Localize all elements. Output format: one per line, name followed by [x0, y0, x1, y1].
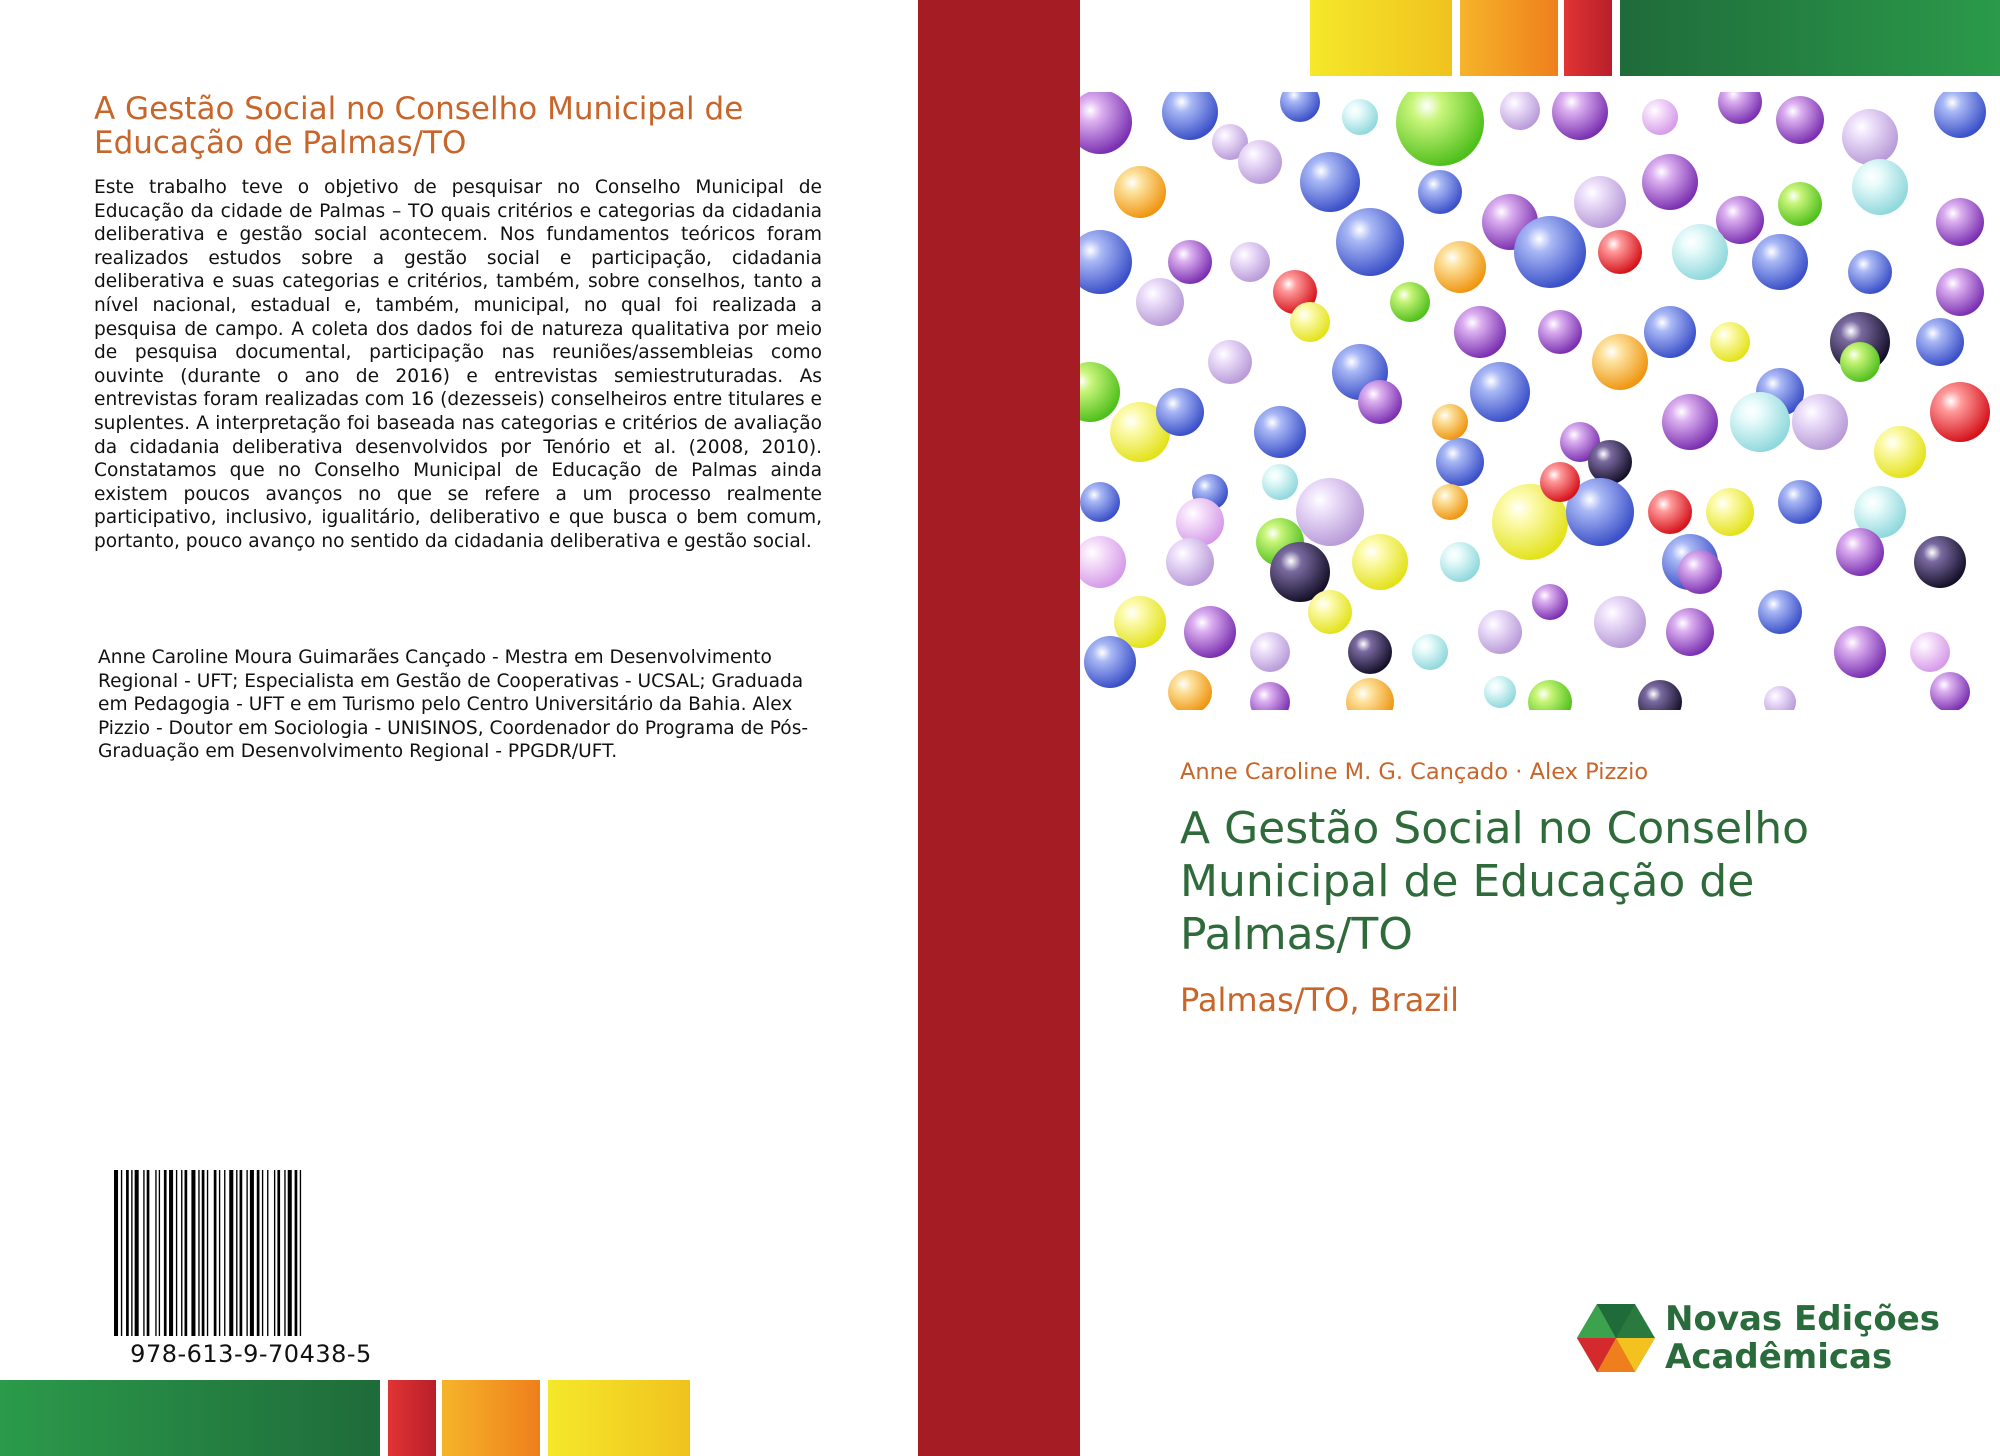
bubble: [1916, 318, 1964, 366]
bubble: [1638, 680, 1682, 710]
bubble: [1706, 488, 1754, 536]
bubble: [1914, 536, 1966, 588]
bubble: [1254, 406, 1306, 458]
bubble: [1532, 584, 1568, 620]
bubble: [1834, 626, 1886, 678]
publisher-logo: [1575, 1298, 1955, 1382]
bubble: [1262, 464, 1298, 500]
publisher-name-line2: Acadêmicas: [1665, 1337, 1893, 1377]
bubble: [1678, 550, 1722, 594]
back-cover-color-stripe: [0, 1380, 918, 1456]
barcode-bar: [219, 1170, 220, 1336]
barcode-bar: [262, 1170, 263, 1336]
bubble: [1588, 440, 1632, 484]
bubble: [1930, 672, 1970, 710]
bubble: [1672, 224, 1728, 280]
bubble: [1346, 678, 1394, 710]
bubble: [1348, 630, 1392, 674]
bubble: [1300, 152, 1360, 212]
publisher-name-line1: Novas Edições: [1665, 1299, 1941, 1339]
bubble: [1168, 670, 1212, 710]
bubble: [1208, 340, 1252, 384]
bubble: [1080, 362, 1120, 422]
bubble: [1166, 538, 1214, 586]
barcode-bar: [147, 1170, 150, 1336]
barcode-bar: [224, 1170, 225, 1336]
bubble: [1764, 686, 1796, 710]
stripe-yellow-segment: [1310, 0, 1452, 76]
barcode-bar: [114, 1170, 118, 1336]
bubble: [1874, 426, 1926, 478]
bubble: [1470, 362, 1530, 422]
barcode-bar: [159, 1170, 160, 1336]
bubble: [1290, 302, 1330, 342]
stripe-green-segment: [0, 1380, 380, 1456]
barcode-bar: [164, 1170, 167, 1336]
back-cover-abstract: Este trabalho teve o objetivo de pesquisar no Conselho Municipal de Educação da cidade de Palmas – TO quais critérios e categorias da cidadania deliberativa e gestão social acontecem. Nos fundamentos teóricos foram realizados estudos sobre a gestão social e participação, cidadania deliberativa e suas categorias e critérios, também, sobre conselhos, tanto a nível nacional, estadual e, também, municipal, no qual foi realizada a pesquisa de campo. A coleta dos dados foi de natureza qualitativa por meio de pesquisa documental, participação nas reuniões/assembleias como ouvinte (durante o ano de 2016) e entrevistas semiestruturadas. As entrevistas foram realizadas com 16 (dezesseis) conselheiros entre titulares e suplentes. A interpretação foi baseada nas categorias e critérios de avaliação da cidadania deliberativa desenvolvidos por Tenório et al. (2008, 2010). Constatamos que no Conselho Municipal de Educação de Palmas ainda existem poucos avanços no que se refere a um processo realmente participativo, inclusivo, igualitário, deliberativo e que busca o bem comum, portanto, pouco avanço no sentido da cidadania deliberativa e gestão social.: [94, 177, 822, 552]
colored-bubbles-illustration: [1080, 92, 2000, 710]
bubble: [1538, 310, 1582, 354]
stripe-orange-segment: [1460, 0, 1558, 76]
front-cover-title: A Gestão Social no Conselho Municipal de Educação de Palmas/TO: [1180, 803, 1810, 960]
bubble: [1792, 394, 1848, 450]
bubble: [1250, 682, 1290, 710]
bubble: [1432, 404, 1468, 440]
barcode-bar: [198, 1170, 199, 1336]
bubble: [1184, 606, 1236, 658]
bubble: [1594, 596, 1646, 648]
front-cover: [1080, 0, 2000, 1456]
barcode-bar: [131, 1170, 132, 1336]
bubble: [1434, 241, 1486, 293]
bubble: [1352, 534, 1408, 590]
bubble: [1852, 159, 1908, 215]
bubble: [1080, 536, 1126, 588]
bubble: [1836, 528, 1884, 576]
bubble: [1156, 388, 1204, 436]
book-spine: [918, 0, 1080, 1456]
barcode: [112, 1170, 390, 1368]
barcode-bar: [277, 1170, 280, 1336]
bubble: [1396, 92, 1484, 166]
stripe-red-segment: [1564, 0, 1612, 76]
barcode-bar: [121, 1170, 122, 1336]
bubble: [1336, 208, 1404, 276]
back-cover: [0, 0, 918, 1456]
bubble: [1114, 166, 1166, 218]
front-cover-authors: Anne Caroline M. G. Cançado · Alex Pizzio: [1180, 759, 1649, 785]
bubble: [1642, 154, 1698, 210]
bubble: [1162, 92, 1218, 140]
barcode-bar: [257, 1170, 260, 1336]
barcode-bar: [185, 1170, 188, 1336]
barcode-bar: [169, 1170, 173, 1336]
bubble: [1500, 92, 1540, 130]
bubble: [1230, 242, 1270, 282]
barcode-bar: [135, 1170, 139, 1336]
bubble: [1412, 634, 1448, 670]
bubble: [1358, 380, 1402, 424]
bubble: [1662, 394, 1718, 450]
bubble: [1176, 498, 1224, 546]
stripe-orange-segment: [442, 1380, 540, 1456]
bubble: [1080, 92, 1132, 154]
barcode-bar: [246, 1170, 247, 1336]
bubble: [1528, 680, 1572, 710]
bubble: [1936, 268, 1984, 316]
bubble: [1540, 462, 1580, 502]
bubble: [1840, 342, 1880, 382]
barcode-bar: [236, 1170, 237, 1336]
publisher-name: [1665, 1300, 1965, 1376]
bubble: [1280, 92, 1320, 122]
stripe-red-segment: [388, 1380, 436, 1456]
bubble: [1778, 480, 1822, 524]
bubble: [1454, 306, 1506, 358]
bubble: [1308, 590, 1352, 634]
barcode-bar: [155, 1170, 156, 1336]
bubble: [1910, 632, 1950, 672]
bubble: [1718, 92, 1762, 124]
bubble: [1776, 96, 1824, 144]
bubble: [1574, 176, 1626, 228]
bubble: [1778, 182, 1822, 226]
bubble: [1296, 478, 1364, 546]
barcode-bar: [214, 1170, 217, 1336]
bubble: [1642, 99, 1678, 135]
bubble: [1168, 240, 1212, 284]
bubble: [1592, 334, 1648, 390]
barcode-bar: [240, 1170, 243, 1336]
front-cover-color-stripe: [1310, 0, 2000, 76]
barcode-icon: [112, 1170, 390, 1336]
bubble: [1514, 216, 1586, 288]
front-cover-subtitle: Palmas/TO, Brazil: [1180, 981, 1459, 1019]
bubble: [1436, 438, 1484, 486]
bubble: [1342, 99, 1378, 135]
barcode-bar: [181, 1170, 182, 1336]
barcode-bar: [229, 1170, 233, 1336]
bubble: [1934, 92, 1986, 138]
barcode-bar: [176, 1170, 177, 1336]
barcode-bar: [202, 1170, 205, 1336]
stripe-green-segment: [1620, 0, 2000, 76]
bubble: [1936, 198, 1984, 246]
bubble: [1730, 392, 1790, 452]
bubble: [1238, 140, 1282, 184]
barcode-bar: [250, 1170, 254, 1336]
bubble: [1440, 542, 1480, 582]
barcode-bar: [300, 1170, 301, 1336]
bubble: [1080, 482, 1120, 522]
bubble: [1842, 109, 1898, 165]
bubble: [1930, 382, 1990, 442]
bubble: [1710, 322, 1750, 362]
bubble: [1484, 676, 1516, 708]
bubble: [1390, 282, 1430, 322]
bubble: [1752, 234, 1808, 290]
bubble: [1598, 230, 1642, 274]
bubble: [1080, 230, 1132, 294]
barcode-bar: [274, 1170, 275, 1336]
isbn-number: 978-613-9-70438-5: [130, 1340, 372, 1368]
barcode-bar: [288, 1170, 292, 1336]
bubble: [1758, 590, 1802, 634]
bubble: [1478, 610, 1522, 654]
bubble: [1418, 170, 1462, 214]
bubble: [1666, 608, 1714, 656]
bubble: [1644, 306, 1696, 358]
barcode-bar: [267, 1170, 268, 1336]
bubble: [1084, 636, 1136, 688]
barcode-bar: [143, 1170, 144, 1336]
bubble: [1552, 92, 1608, 140]
publisher-hexagon-logo-icon: [1575, 1298, 1657, 1382]
bubble: [1432, 484, 1468, 520]
barcode-bar: [207, 1170, 208, 1336]
bubble: [1136, 278, 1184, 326]
bubble: [1250, 632, 1290, 672]
barcode-bar: [191, 1170, 195, 1336]
barcode-bar: [126, 1170, 129, 1336]
barcode-bar: [295, 1170, 298, 1336]
stripe-yellow-segment: [548, 1380, 690, 1456]
back-cover-title: A Gestão Social no Conselho Municipal de Educação de Palmas/TO: [94, 91, 744, 161]
bubble: [1848, 250, 1892, 294]
barcode-bar: [284, 1170, 285, 1336]
author-biography: Anne Caroline Moura Guimarães Cançado - Mestra em Desenvolvimento Regional - UFT; Especialista em Gestão de Cooperativas - UCSAL; Graduada em Pedagogia - UFT e em Turismo pelo Centro Universitário da Bahia. Alex Pizzio - Doutor em Sociologia - UNISINOS, Coordenador do Programa de Pós-Graduação em Desenvolvimento Regional - PPGDR/UFT.: [98, 647, 809, 763]
bubble: [1648, 490, 1692, 534]
